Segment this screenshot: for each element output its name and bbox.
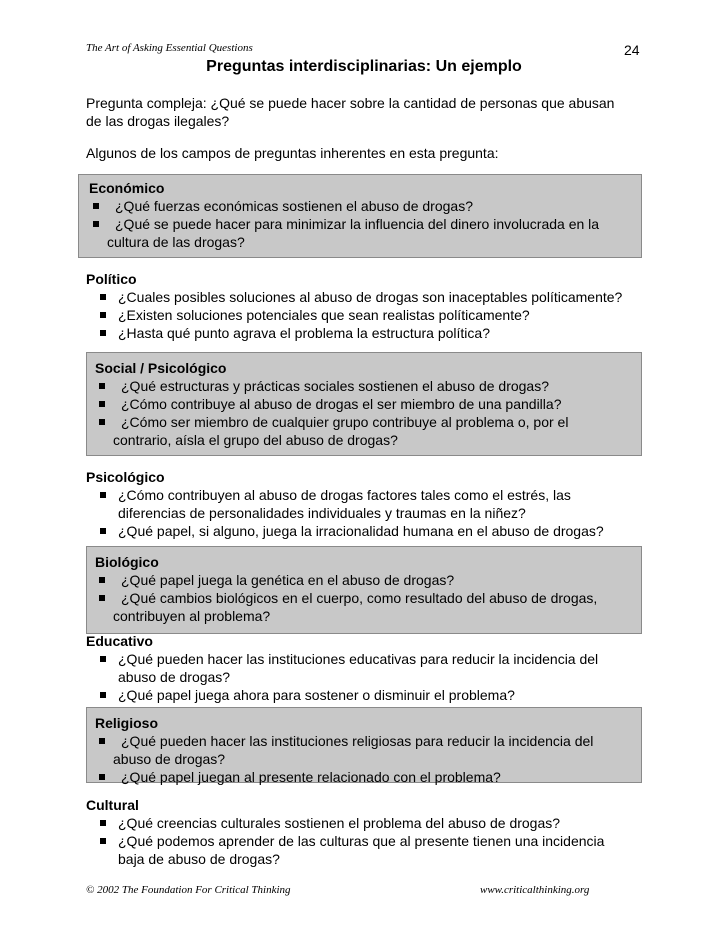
square-bullet-icon [100,656,106,662]
question-text-line: ¿Qué cambios biológicos en el cuerpo, como resultado del abuso de drogas, [121,590,598,606]
complex-question-line: de las drogas ilegales? [86,113,230,129]
footer-copyright: © 2002 The Foundation For Critical Thinking [86,884,291,896]
question-text-line: ¿Hasta qué punto agrava el problema la estructura política? [118,325,490,341]
question-item [86,324,666,342]
question-list [95,571,641,625]
square-bullet-icon [100,330,106,336]
question-text-line: ¿Qué fuerzas económicas sostienen el abuso de drogas? [115,198,473,214]
question-text-line: contrario, aísla el grupo del abuso de drogas? [113,432,398,448]
square-bullet-icon [99,419,105,425]
section-heading: Social / Psicológico [95,360,227,376]
square-bullet-icon [93,221,99,227]
question-item [95,589,641,625]
complex-question [86,94,646,130]
section-heading: Religioso [95,715,159,731]
question-text-line: ¿Existen soluciones potenciales que sean realistas políticamente? [118,307,530,323]
question-text-line: ¿Qué creencias culturales sostienen el problema del abuso de drogas? [118,815,561,831]
question-text-line: ¿Qué pueden hacer las instituciones religiosas para reducir la incidencia del [121,733,594,749]
section-biologico [86,546,642,634]
question-text-line: abuso de drogas? [113,751,226,767]
question-text-line: baja de abuso de drogas? [118,851,280,867]
square-bullet-icon [99,738,105,744]
section-heading: Económico [89,180,165,196]
question-text-line: ¿Cómo ser miembro de cualquier grupo contribuye al problema o, por el [121,414,569,430]
question-list [89,197,641,251]
square-bullet-icon [99,577,105,583]
question-item [86,832,666,868]
question-text-line: ¿Qué papel juegan al presente relacionado con el problema? [121,769,501,785]
question-item [86,288,666,306]
question-text-line: ¿Qué estructuras y prácticas sociales sostienen el abuso de drogas? [121,378,550,394]
question-text-line: ¿Cuales posibles soluciones al abuso de drogas son inaceptables políticamente? [118,289,623,305]
question-item [86,486,666,522]
question-list [86,288,666,342]
question-item [86,650,666,686]
question-list [86,650,666,704]
question-text-line: ¿Qué podemos aprender de las culturas que al presente tienen una incidencia [118,833,605,849]
section-economico [78,174,642,258]
square-bullet-icon [99,774,105,780]
question-item [95,732,641,768]
square-bullet-icon [100,492,106,498]
square-bullet-icon [100,838,106,844]
question-item [86,686,666,704]
square-bullet-icon [93,203,99,209]
section-religioso [86,707,642,783]
section-heading: Educativo [86,633,153,649]
footer-website: www.criticalthinking.org [480,884,590,896]
question-list [86,814,666,868]
question-text-line: ¿Qué pueden hacer las instituciones educativas para reducir la incidencia del [118,651,599,667]
question-text-line: ¿Qué papel juega la genética en el abuso de drogas? [121,572,455,588]
question-item [86,522,666,540]
question-text-line: ¿Cómo contribuye al abuso de drogas el ser miembro de una pandilla? [121,396,562,412]
section-heading: Biológico [95,554,159,570]
question-text-line: diferencias de personalidades individuales y traumas en la niñez? [118,505,526,521]
question-text-line: ¿Qué papel juega ahora para sostener o disminuir el problema? [118,687,515,703]
square-bullet-icon [99,383,105,389]
section-heading: Psicológico [86,469,165,485]
square-bullet-icon [100,312,106,318]
square-bullet-icon [100,294,106,300]
question-item [86,814,666,832]
section-politico [86,270,666,342]
section-educativo [86,632,666,704]
square-bullet-icon [99,401,105,407]
section-social-psicologico [86,352,642,456]
fields-intro: Algunos de los campos de preguntas inherentes en esta pregunta: [86,145,499,161]
question-text-line: cultura de las drogas? [107,234,245,250]
page-number: 24 [624,42,640,58]
question-item [95,571,641,589]
section-psicologico [86,468,666,540]
section-heading: Cultural [86,797,139,813]
book-title: The Art of Asking Essential Questions [86,42,253,54]
page-title: Preguntas interdisciplinarias: Un ejemplo [206,58,522,75]
question-item [95,413,641,449]
question-list [95,377,641,449]
square-bullet-icon [100,692,106,698]
question-list [95,732,641,786]
square-bullet-icon [99,595,105,601]
question-list [86,486,666,540]
question-item [89,215,641,251]
square-bullet-icon [100,820,106,826]
section-cultural [86,796,666,868]
complex-question-line: Pregunta compleja: ¿Qué se puede hacer sobre la cantidad de personas que abusan [86,95,615,111]
question-text-line: ¿Cómo contribuyen al abuso de drogas factores tales como el estrés, las [118,487,571,503]
question-text-line: abuso de drogas? [118,669,231,685]
question-item [86,306,666,324]
question-item [95,377,641,395]
square-bullet-icon [100,528,106,534]
question-item [89,197,641,215]
question-item [95,768,641,786]
question-item [95,395,641,413]
question-text-line: contribuyen al problema? [113,608,271,624]
section-heading: Político [86,271,137,287]
question-text-line: ¿Qué se puede hacer para minimizar la influencia del dinero involucrada en la [115,216,600,232]
question-text-line: ¿Qué papel, si alguno, juega la irracionalidad humana en el abuso de drogas? [118,523,604,539]
